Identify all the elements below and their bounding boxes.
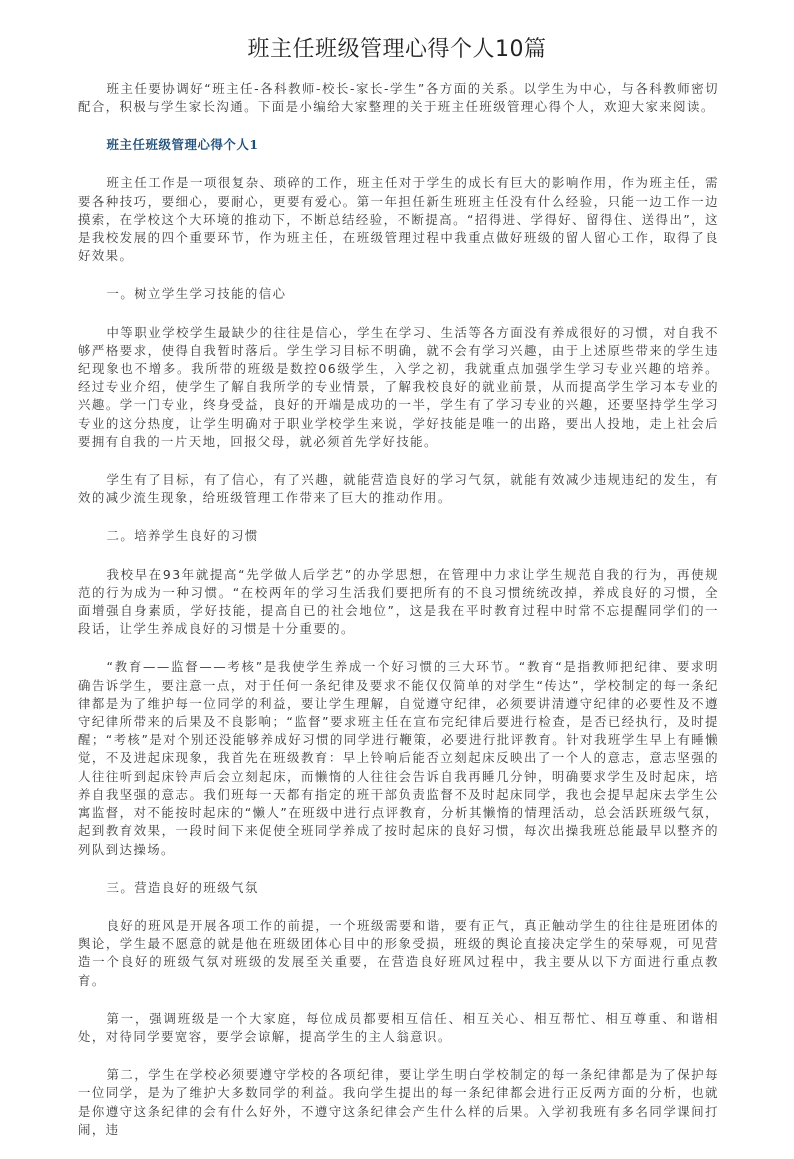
paragraph: 学生有了目标，有了信心，有了兴趣，就能营造良好的学习气氛，就能有效减少违规违纪的发生，有效的减少流生现象，给班级管理工作带来了巨大的推动作用。 — [78, 472, 719, 506]
paragraph: 我校早在93年就提高“先学做人后学艺”的办学思想，在管理中力求让学生规范自我的行为，再使规范的行为成为一种习惯。“在校两年的学习生活我们要把所有的不良习惯统统改掉，养成良好的习惯，全面增强自身素质，学好技能，提高自已的社会地位”，这是我在平时教育过程中时常不忘提醒同学们的一段话，让学生养成良好的习惯是十分重要的。 — [78, 566, 719, 637]
section-heading-2: 二。培养学生良好的习惯 — [106, 528, 259, 544]
paragraph: 班主任工作是一项很复杂、琐碎的工作，班主任对于学生的成长有巨大的影响作用，作为班主任，需要各种技巧，要细心，要耐心，更要有爱心。第一年担任新生班班主任没有什么经验，只能一边工作一边摸索，在学校这个大环境的推动下，不断总结经验，不断提高。“招得进、学得好、留得住、送得出”，这是我校发展的四个重要环节，作为班主任，在班级管理过程中我重点做好班级的留人留心工作，取得了良好效果。 — [78, 175, 719, 264]
paragraph: 第一，强调班级是一个大家庭，每位成员都要相互信任、相互关心、相互帮忙、相互尊重、和谐相处，对待同学要宽容，要学会谅解，提高学生的主人翁意识。 — [78, 1010, 719, 1044]
paragraph: “教育——监督——考核”是我使学生养成一个好习惯的三大环节。“教育“是指教师把纪律、要求明确告诉学生，要注意一点，对于任何一条纪律及要求不能仅仅简单的对学生“传达”，学校制定的每一条纪律都是为了维护每一位同学的利益，要让学生理解，自觉遵守纪律，必须要讲清遵守纪律的必要性及不遵守纪律所带来的后果及不良影响；“监督”要求班主任在宣布完纪律后要进行检查，是否已经执行，及时提醒；“考核”是对个别还没能够养成好习惯的同学进行鞭策，必要进行批评教育。针对我班学生早上有睡懒觉，不及进起床现象，我首先在班级教育：早上铃响后能否立刻起床反映出了一个人的意志，意志坚强的人往往听到起床铃声后会立刻起床，而懒惰的人往往会告诉自我再睡几分钟，明确要求学生及时起床，培养自我坚强的意志。我们班每一天都有指定的班干部负责监督不及时起床同学，我也会提早起床去学生公寓监督，对不能按时起床的“懒人”在班级中进行点评教育，分析其懒惰的情理活动，总会活跃班级气氛，起到教育效果，一段时间下来促使全班同学养成了按时起床的良好习惯，每次出操我班总能最早以整齐的列队到达操场。 — [78, 659, 719, 857]
paragraph: 良好的班风是开展各项工作的前提，一个班级需要和谐，要有正气，真正触动学生的往往是班团体的舆论，学生最不愿意的就是他在班级团体心目中的形象受损，班级的舆论直接决定学生的荣辱观，可见营造一个良好的班级气氛对班级的发展至关重要，在营造良好班风过程中，我主要从以下方面进行重点教育。 — [78, 917, 719, 988]
section-heading-1: 一。树立学生学习技能的信心 — [106, 286, 287, 302]
document-title: 班主任班级管理心得个人10篇 — [247, 37, 547, 62]
section-heading-3: 三。营造良好的班级气氛 — [106, 879, 259, 895]
paragraph: 中等职业学校学生最缺少的往往是信心，学生在学习、生活等各方面没有养成很好的习惯，对自我不够严格要求，使得自我暂时落后。学生学习目标不明确，就不会有学习兴趣，由于上述原些带来的学生违纪现象也不增多。我所带的班级是数控06级学生，入学之初，我就重点加强学生学习专业兴趣的培养。经过专业介绍，使学生了解自我所学的专业情景，了解我校良好的就业前景，从而提高学生学习本专业的兴趣。学一门专业，终身受益，良好的开端是成功的一半，学生有了学习专业的兴趣，还要坚持学生学习专业的这分热度，让学生明确对于职业学校学生来说，学好技能是唯一的出路，要出人投地，走上社会后要拥有自我的一片天地，回报父母，就必须首先学好技能。 — [78, 324, 719, 449]
paragraph: 第二，学生在学校必须要遵守学校的各项纪律，要让学生明白学校制定的每一条纪律都是为了保护每一位同学，是为了维护大多数同学的利益。我向学生提出的每一条纪律都会进行正反两方面的分析，也就是你遵守这条纪律的会有什么好外，不遵守这条纪律会产生什么样的后果。入学初我班有多名同学课间打闹，违 — [78, 1067, 719, 1137]
intro-paragraph: 班主任要协调好“班主任-各科教师-校长-家长-学生”各方面的关系。以学生为中心，与各科教师密切配合，积极与学生家长沟通。下面是小编给大家整理的关于班主任班级管理心得个人，欢迎大家来阅读。 — [78, 81, 719, 115]
section-subtitle: 班主任班级管理心得个人1 — [106, 137, 259, 153]
document-body — [78, 80, 719, 1159]
